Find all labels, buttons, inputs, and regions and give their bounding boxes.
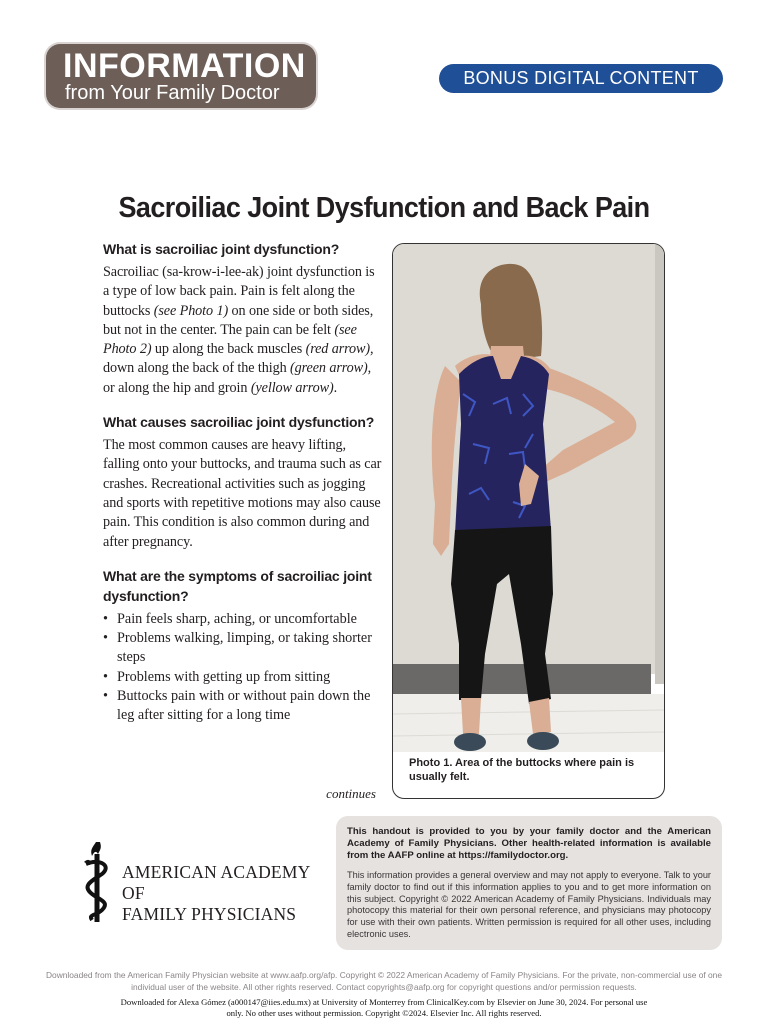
download-stamp: Downloaded for Alexa Gómez (a000147@iies.edu.mx) at University of Monterrey from ClinicalKey.com by Elsevier on June 30, 2024. For personal use only. No other uses without permission. Copyright ©2024. Elsevier Inc. All rights reserved. [120,997,648,1018]
information-badge [46,44,316,108]
back-pain-photo [393,244,664,752]
bonus-content-badge: BONUS DIGITAL CONTENT [439,64,723,93]
notice-text: This information provides a general overview and may not apply to everyone. Talk to your family doctor to find out if this information applies to you and to get more information on this subject. Copyright © 2022 American Academy of Family Physicians. Individuals may photocopy this material for their own personal reference, and physicians may photocopy for use with their own patients. Written permission is required for all other uses, including electronic uses. [347,870,711,939]
page-title: Sacroiliac Joint Dysfunction and Back Pain [118,192,650,224]
list-item: • Buttocks pain with or without pain down the leg after sitting for a long time [117,687,383,726]
download-notice: Downloaded from the American Family Physician website at www.aafp.org/afp. Copyright © 2022 American Academy of Family Physicians. For the private, non-commercial use of one individual user of the website. All other rights reserved. Contact copyrights@aafp.org for copyright questions and/or permission requests. [45,970,722,992]
continues-label: continues [326,786,376,801]
list-item: • Pain feels sharp, aching, or uncomfortable [117,610,383,629]
section-heading-what-is: What is sacroiliac joint dysfunction? [103,241,340,257]
notice-bold-text: This handout is provided to you by your family doctor and the American Academy of Family Physicians. Other health-related information is available from the AAFP online at https://familydoctor.org. [347,826,711,862]
section-heading-symptoms: What are the symptoms of sacroiliac joint dysfunction? [103,567,372,604]
article-body [103,239,383,726]
aafp-name: AMERICAN ACADEMY OF FAMILY PHYSICIANS [122,862,310,924]
section-text-causes: The most common causes are heavy lifting, falling onto your buttocks, and trauma such as car crashes. Recreational activities such as jogging and sports with repetitive motions may also cause pain. This condition is also common during and after pregnancy. [103,437,382,550]
caduceus-icon [80,840,114,925]
photo-caption: Photo 1. Area of the buttocks where pain is usually felt. [409,757,635,783]
list-item: • Problems with getting up from sitting [117,668,383,687]
section-heading-causes: What causes sacroiliac joint dysfunction? [103,414,375,431]
copyright-notice [336,816,722,950]
aafp-logo [80,840,330,925]
photo1-reference: (see Photo 1) [153,302,229,319]
list-item: • Problems walking, limping, or taking shorter steps [117,629,383,668]
photo2-reference: (see Photo 2) [103,321,357,358]
badge-title: INFORMATION [63,47,306,85]
section-text-what-is: Sacroiliac (sa-krow-i-lee-ak) joint dysfunction is a type of low back pain. Pain is felt along the buttocks (see Photo 1) on one side or both sides, but not in the center. The pain can be felt (see Photo 2) up along the back muscles (red arrow), down along the back of the thigh (green arrow), or along the hip and groin (yellow arrow). [103,264,375,396]
badge-subtitle: from Your Family Doctor [65,82,280,104]
symptom-list [103,610,383,726]
photo-card [392,243,665,799]
